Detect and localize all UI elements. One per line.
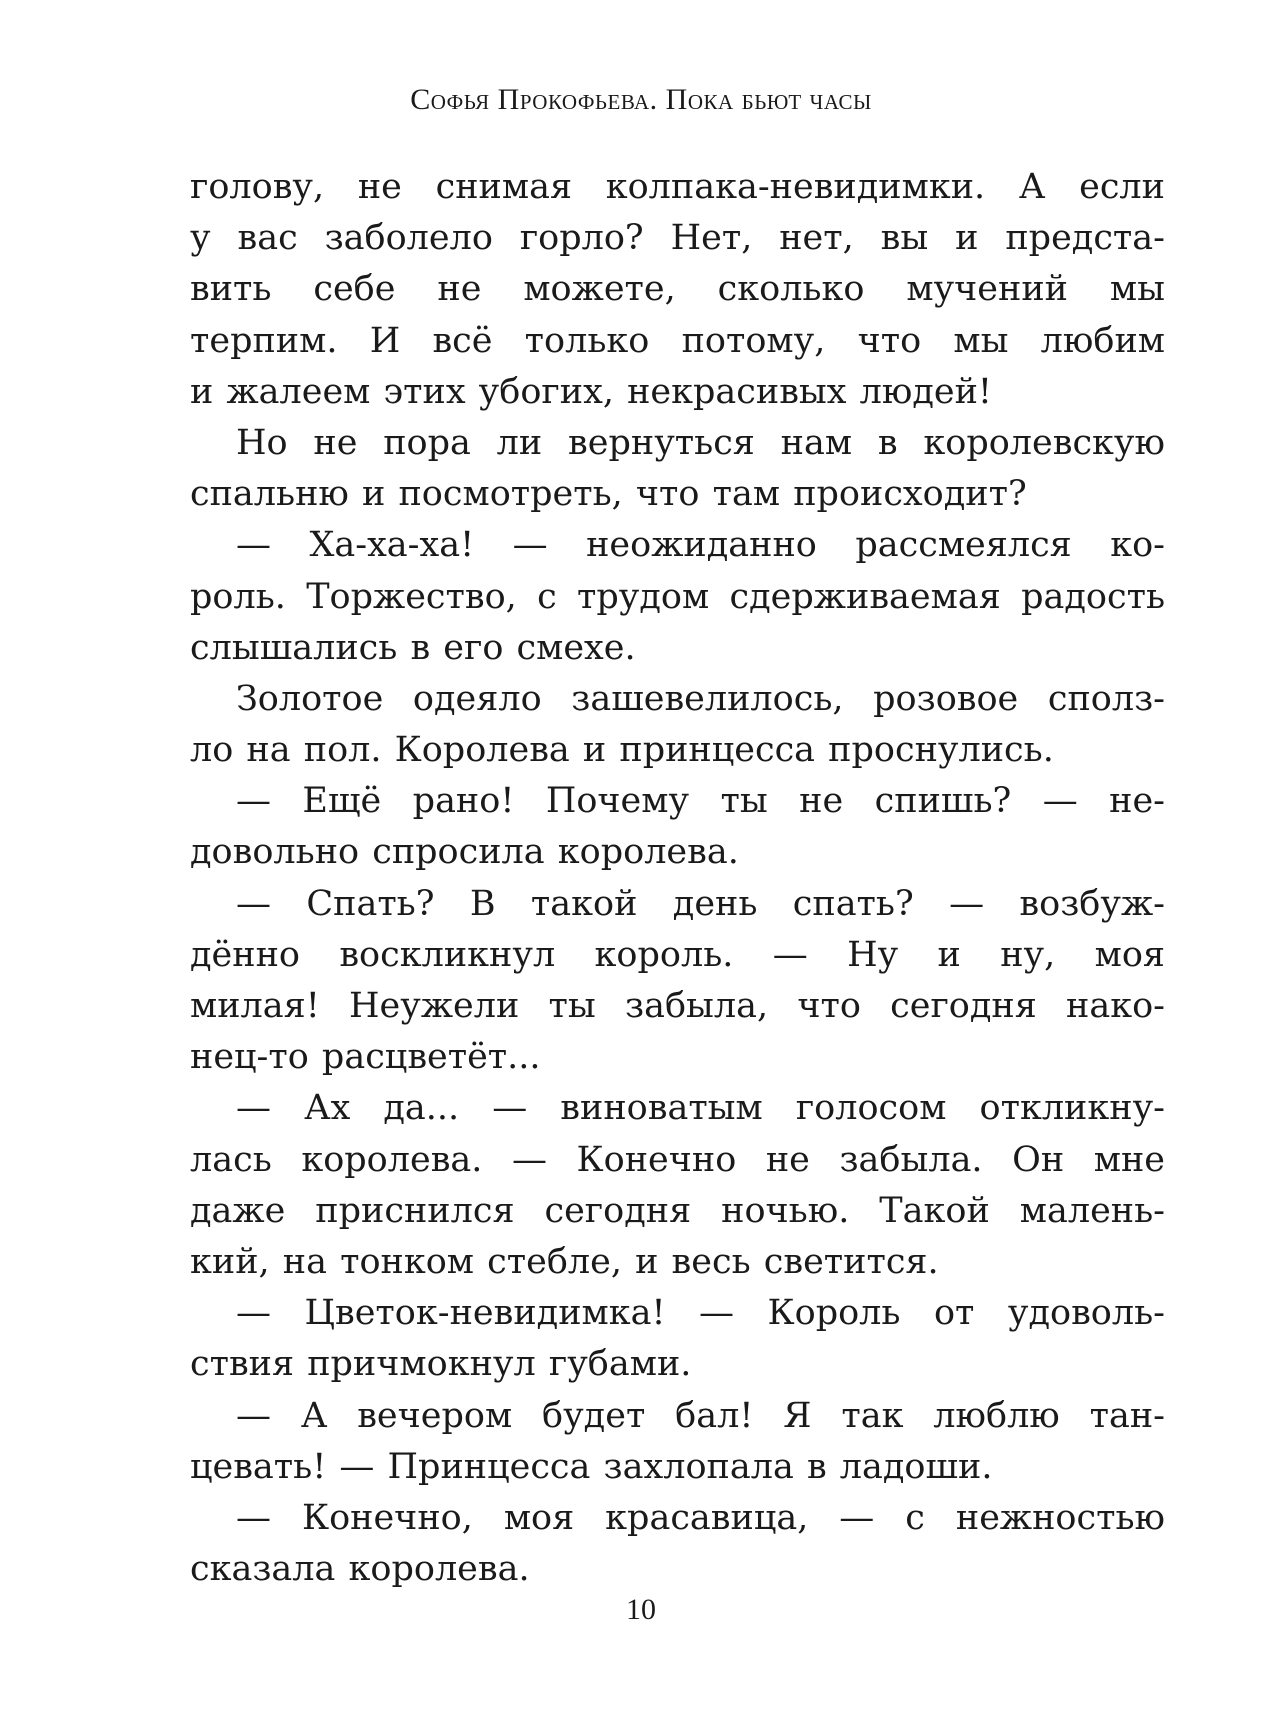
text-line: ствия причмокнул губами. <box>190 1344 692 1385</box>
text-line: слышались в его смехе. <box>190 627 636 668</box>
text-line: даже приснился сегодня ночью. Такой малень- <box>190 1190 1165 1231</box>
text-line: нец-то расцветёт... <box>190 1037 541 1078</box>
text-line: терпим. И всё только потому, что мы любим <box>190 320 1165 361</box>
text-line: — Конечно, моя красавица, — с нежностью <box>236 1497 1165 1538</box>
text-line: лась королева. — Конечно не забыла. Он мне <box>190 1139 1165 1180</box>
page-number: 10 <box>626 1593 656 1626</box>
text-line: кий, на тонком стебле, и весь светится. <box>190 1241 939 1282</box>
text-line: роль. Торжество, с трудом сдерживаемая радость <box>190 576 1165 617</box>
text-line: довольно спросила королева. <box>190 832 739 873</box>
text-line: спальню и посмотреть, что там происходит? <box>190 474 1027 515</box>
text-line: — Цветок-невидимка! — Король от удоволь- <box>236 1293 1165 1334</box>
text-line: дённо воскликнул король. — Ну и ну, моя <box>190 934 1165 975</box>
text-line: сказала королева. <box>190 1549 530 1590</box>
text-line: — А вечером будет бал! Я так люблю тан- <box>236 1395 1165 1436</box>
text-line: ло на пол. Королева и принцесса проснулись. <box>190 730 1054 771</box>
text-line: — Ха-ха-ха! — неожиданно рассмеялся ко- <box>236 525 1165 566</box>
text-line: цевать! — Принцесса захлопала в ладоши. <box>190 1446 993 1487</box>
text-line: у вас заболело горло? Нет, нет, вы и предста- <box>190 218 1165 259</box>
text-line: — Ах да... — виноватым голосом откликну- <box>236 1088 1165 1129</box>
text-line: и жалеем этих убогих, некрасивых людей! <box>190 371 992 412</box>
text-line: вить себе не можете, сколько мучений мы <box>190 269 1165 310</box>
text-line: Но не пора ли вернуться нам в королевскую <box>236 422 1165 463</box>
body-text <box>190 162 1165 1595</box>
text-line: — Ещё рано! Почему ты не спишь? — не- <box>236 781 1165 822</box>
text-line: — Спать? В такой день спать? — возбуж- <box>236 883 1165 924</box>
text-line: Золотое одеяло зашевелилось, розовое сполз- <box>236 678 1165 719</box>
text-line: голову, не снимая колпака-невидимки. А если <box>190 167 1165 207</box>
text-line: милая! Неужели ты забыла, что сегодня нако- <box>190 986 1165 1026</box>
running-header: Софья Прокофьева. Пока бьют часы <box>410 83 872 116</box>
